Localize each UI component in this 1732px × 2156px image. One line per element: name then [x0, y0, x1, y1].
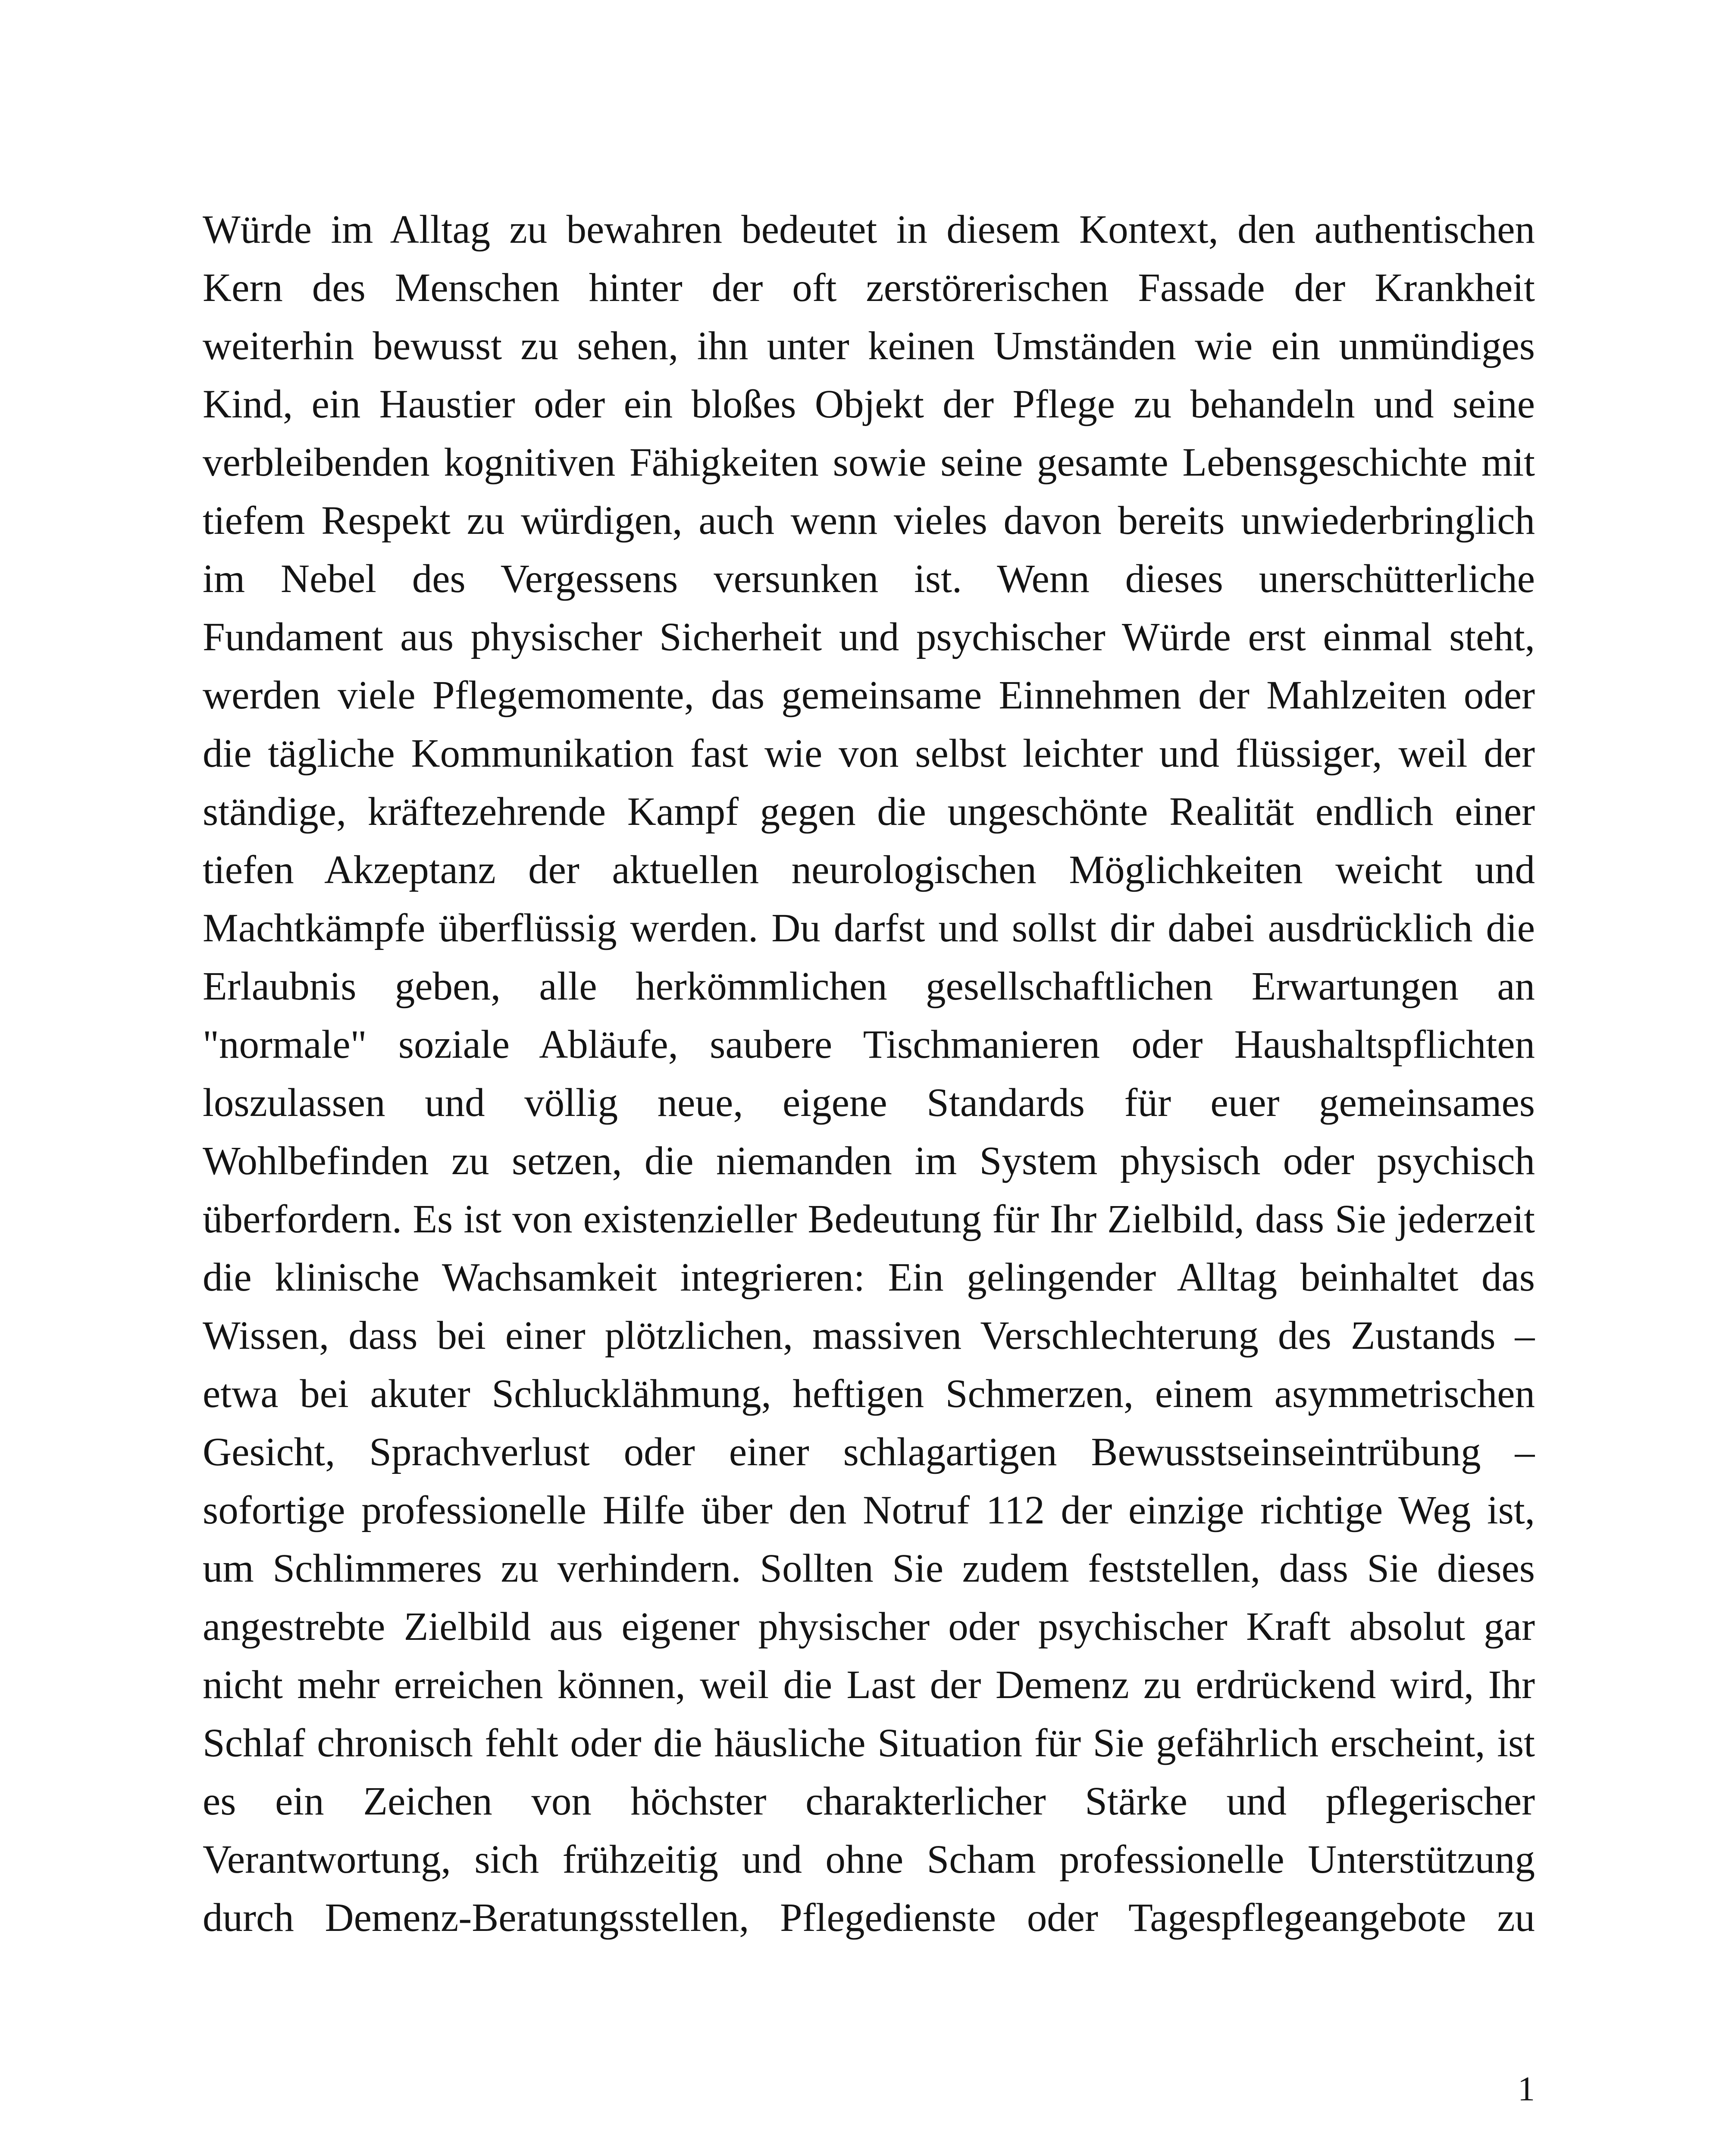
- text-line: Kind, ein Haustier oder ein bloßes Objekt der Pflege zu behandeln und seine: [203, 382, 1535, 426]
- text-line: Schlaf chronisch fehlt oder die häusliche Situation für Sie gefährlich erscheint, ist: [203, 1721, 1535, 1765]
- text-line: Gesicht, Sprachverlust oder einer schlagartigen Bewusstseinseintrübung –: [203, 1430, 1535, 1474]
- text-line: angestrebte Zielbild aus eigener physischer oder psychischer Kraft absolut gar: [203, 1604, 1535, 1649]
- text-line: werden viele Pflegemomente, das gemeinsame Einnehmen der Mahlzeiten oder: [203, 673, 1535, 718]
- text-line: im Nebel des Vergessens versunken ist. Wenn dieses unerschütterliche: [203, 557, 1535, 601]
- text-line: tiefen Akzeptanz der aktuellen neurologischen Möglichkeiten weicht und: [203, 848, 1535, 892]
- text-line: "normale" soziale Abläufe, saubere Tischmanieren oder Haushaltspflichten: [203, 1022, 1535, 1067]
- text-line: sofortige professionelle Hilfe über den Notruf 112 der einzige richtige Weg ist,: [203, 1488, 1535, 1532]
- text-line: die klinische Wachsamkeit integrieren: Ein gelingender Alltag beinhaltet das: [203, 1255, 1535, 1300]
- text-line: verbleibenden kognitiven Fähigkeiten sowie seine gesamte Lebensgeschichte mit: [203, 440, 1535, 485]
- text-line: Fundament aus physischer Sicherheit und psychischer Würde erst einmal steht,: [203, 615, 1535, 659]
- text-line: etwa bei akuter Schlucklähmung, heftigen Schmerzen, einem asymmetrischen: [203, 1372, 1535, 1416]
- text-line: um Schlimmeres zu verhindern. Sollten Sie zudem feststellen, dass Sie dieses: [203, 1546, 1535, 1591]
- text-line: durch Demenz-Beratungsstellen, Pflegedienste oder Tagespflegeangebote zu: [203, 1896, 1535, 1940]
- text-line: Kern des Menschen hinter der oft zerstörerischen Fassade der Krankheit: [203, 266, 1535, 310]
- text-line: tiefem Respekt zu würdigen, auch wenn vieles davon bereits unwiederbringlich: [203, 498, 1535, 543]
- text-line: überfordern. Es ist von existenzieller Bedeutung für Ihr Zielbild, dass Sie jederzeit: [203, 1197, 1535, 1241]
- body-paragraph: [203, 201, 1535, 1947]
- text-line: Würde im Alltag zu bewahren bedeutet in diesem Kontext, den authentischen: [203, 207, 1535, 252]
- text-line: Wissen, dass bei einer plötzlichen, massiven Verschlechterung des Zustands –: [203, 1313, 1535, 1358]
- text-line: ständige, kräftezehrende Kampf gegen die ungeschönte Realität endlich einer: [203, 790, 1535, 834]
- text-line: Verantwortung, sich frühzeitig und ohne Scham professionelle Unterstützung: [203, 1837, 1535, 1882]
- text-line: Machtkämpfe überflüssig werden. Du darfst und sollst dir dabei ausdrücklich die: [203, 906, 1535, 950]
- text-line: Erlaubnis geben, alle herkömmlichen gesellschaftlichen Erwartungen an: [203, 964, 1535, 1009]
- text-line: die tägliche Kommunikation fast wie von selbst leichter und flüssiger, weil der: [203, 731, 1535, 776]
- text-line: weiterhin bewusst zu sehen, ihn unter keinen Umständen wie ein unmündiges: [203, 324, 1535, 368]
- text-line: Wohlbefinden zu setzen, die niemanden im System physisch oder psychisch: [203, 1139, 1535, 1183]
- text-line: loszulassen und völlig neue, eigene Standards für euer gemeinsames: [203, 1081, 1535, 1125]
- text-line: nicht mehr erreichen können, weil die Last der Demenz zu erdrückend wird, Ihr: [203, 1663, 1535, 1707]
- page-number: 1: [1518, 2070, 1535, 2108]
- text-line: es ein Zeichen von höchster charakterlicher Stärke und pflegerischer: [203, 1779, 1535, 1824]
